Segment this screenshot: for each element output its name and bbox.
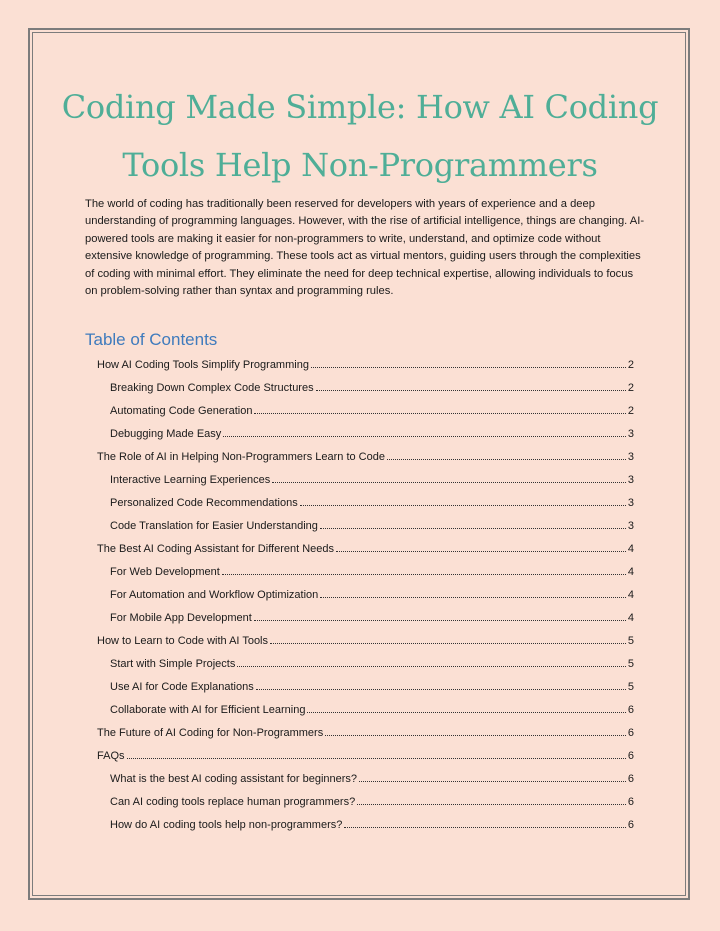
- toc-page-number: 3: [627, 428, 634, 440]
- toc-page-number: 3: [627, 451, 634, 463]
- toc-page-number: 4: [627, 566, 634, 578]
- toc-leader-dots: [127, 757, 626, 759]
- toc-leader-dots: [387, 458, 626, 460]
- toc-page-number: 3: [627, 474, 634, 486]
- toc-entry[interactable]: [97, 723, 634, 739]
- document-title: [60, 78, 660, 194]
- toc-page-number: 5: [627, 681, 634, 693]
- toc-entry[interactable]: [97, 447, 634, 463]
- toc-entry-text[interactable]: Personalized Code Recommendations: [110, 497, 298, 509]
- toc-page-number: 4: [627, 589, 634, 601]
- toc-page-number: 2: [627, 359, 634, 371]
- toc-entry[interactable]: [110, 677, 634, 693]
- toc-entry[interactable]: [110, 700, 634, 716]
- toc-entry[interactable]: [97, 355, 634, 371]
- toc-entry-text[interactable]: Collaborate with AI for Efficient Learning: [110, 704, 306, 716]
- toc-page-number: 6: [627, 704, 634, 716]
- toc-page-number: 6: [627, 796, 634, 808]
- toc-entry-text[interactable]: The Future of AI Coding for Non-Programmers: [97, 727, 324, 739]
- toc-entry[interactable]: [110, 401, 634, 417]
- toc-entry-text[interactable]: Use AI for Code Explanations: [110, 681, 254, 693]
- toc-entry[interactable]: [110, 769, 634, 785]
- title-line-2: Tools Help Non-Programmers: [122, 146, 598, 184]
- toc-page-number: 4: [627, 543, 634, 555]
- toc-page-number: 6: [627, 819, 634, 831]
- toc-page-number: 6: [627, 773, 634, 785]
- toc-leader-dots: [300, 504, 626, 506]
- toc-leader-dots: [359, 780, 626, 782]
- toc-entry-text[interactable]: FAQs: [97, 750, 125, 762]
- toc-entry-text[interactable]: For Automation and Workflow Optimization: [110, 589, 319, 601]
- toc-entry[interactable]: [97, 539, 634, 555]
- toc-leader-dots: [222, 573, 626, 575]
- toc-page-number: 6: [627, 727, 634, 739]
- toc-entry-text[interactable]: Debugging Made Easy: [110, 428, 222, 440]
- toc-leader-dots: [336, 550, 626, 552]
- toc-page-number: 5: [627, 658, 634, 670]
- toc-page-number: 4: [627, 612, 634, 624]
- toc-leader-dots: [223, 435, 626, 437]
- toc-entry[interactable]: [110, 654, 634, 670]
- toc-leader-dots: [320, 596, 626, 598]
- toc-entry[interactable]: [110, 493, 634, 509]
- toc-page-number: 5: [627, 635, 634, 647]
- toc-leader-dots: [270, 642, 626, 644]
- toc-page-number: 3: [627, 520, 634, 532]
- toc-entry[interactable]: [110, 470, 634, 486]
- toc-entry-text[interactable]: Start with Simple Projects: [110, 658, 236, 670]
- toc-leader-dots: [237, 665, 626, 667]
- toc-entry-text[interactable]: Code Translation for Easier Understanding: [110, 520, 318, 532]
- toc-entry[interactable]: [97, 631, 634, 647]
- toc-entry-text[interactable]: The Best AI Coding Assistant for Different Needs: [97, 543, 335, 555]
- toc-entry[interactable]: [110, 792, 634, 808]
- toc-entry-text[interactable]: Automating Code Generation: [110, 405, 253, 417]
- toc-page-number: 2: [627, 382, 634, 394]
- toc-leader-dots: [344, 826, 626, 828]
- toc-leader-dots: [325, 734, 626, 736]
- toc-leader-dots: [320, 527, 626, 529]
- toc-leader-dots: [272, 481, 626, 483]
- toc-leader-dots: [256, 688, 626, 690]
- toc-entry-text[interactable]: How AI Coding Tools Simplify Programming: [97, 359, 309, 371]
- toc-entry[interactable]: [110, 562, 634, 578]
- toc-entry-text[interactable]: The Role of AI in Helping Non-Programmers Learn to Code: [97, 451, 385, 463]
- toc-entry[interactable]: [110, 608, 634, 624]
- toc-leader-dots: [316, 389, 626, 391]
- toc-entry-text[interactable]: How do AI coding tools help non-programmers?: [110, 819, 343, 831]
- toc-page-number: 6: [627, 750, 634, 762]
- toc-entry-text[interactable]: Breaking Down Complex Code Structures: [110, 382, 314, 394]
- toc-entry[interactable]: [110, 585, 634, 601]
- title-line-1: Coding Made Simple: How AI Coding: [61, 88, 659, 126]
- toc-entry-text[interactable]: Interactive Learning Experiences: [110, 474, 271, 486]
- toc-entry-text[interactable]: How to Learn to Code with AI Tools: [97, 635, 269, 647]
- toc-entry-text[interactable]: What is the best AI coding assistant for beginners?: [110, 773, 358, 785]
- toc-entry[interactable]: [110, 815, 634, 831]
- toc-heading: Table of Contents: [85, 330, 218, 349]
- toc-leader-dots: [311, 366, 626, 368]
- toc-entry-text[interactable]: For Mobile App Development: [110, 612, 252, 624]
- toc-entry[interactable]: [110, 424, 634, 440]
- toc-leader-dots: [254, 412, 625, 414]
- toc-entry[interactable]: [110, 516, 634, 532]
- toc-leader-dots: [357, 803, 626, 805]
- toc-leader-dots: [254, 619, 626, 621]
- toc-entry-text[interactable]: Can AI coding tools replace human programmers?: [110, 796, 356, 808]
- intro-paragraph: The world of coding has traditionally been reserved for developers with years of experience and a deep understanding of programming languages. However, with the rise of artificial intelligence, things are changing. AI-powered tools are making it easier for non-programmers to write, understand, and optimize code without extensive knowledge of programming. These tools act as virtual mentors, guiding users through the complexities of coding with minimal effort. They eliminate the need for deep technical expertise, allowing individuals to focus on problem-solving rather than syntax and programming rules.: [85, 198, 645, 298]
- toc-page-number: 3: [627, 497, 634, 509]
- toc-leader-dots: [307, 711, 625, 713]
- toc-entry[interactable]: [97, 746, 634, 762]
- toc-entry[interactable]: [110, 378, 634, 394]
- toc-page-number: 2: [627, 405, 634, 417]
- toc-entry-text[interactable]: For Web Development: [110, 566, 220, 578]
